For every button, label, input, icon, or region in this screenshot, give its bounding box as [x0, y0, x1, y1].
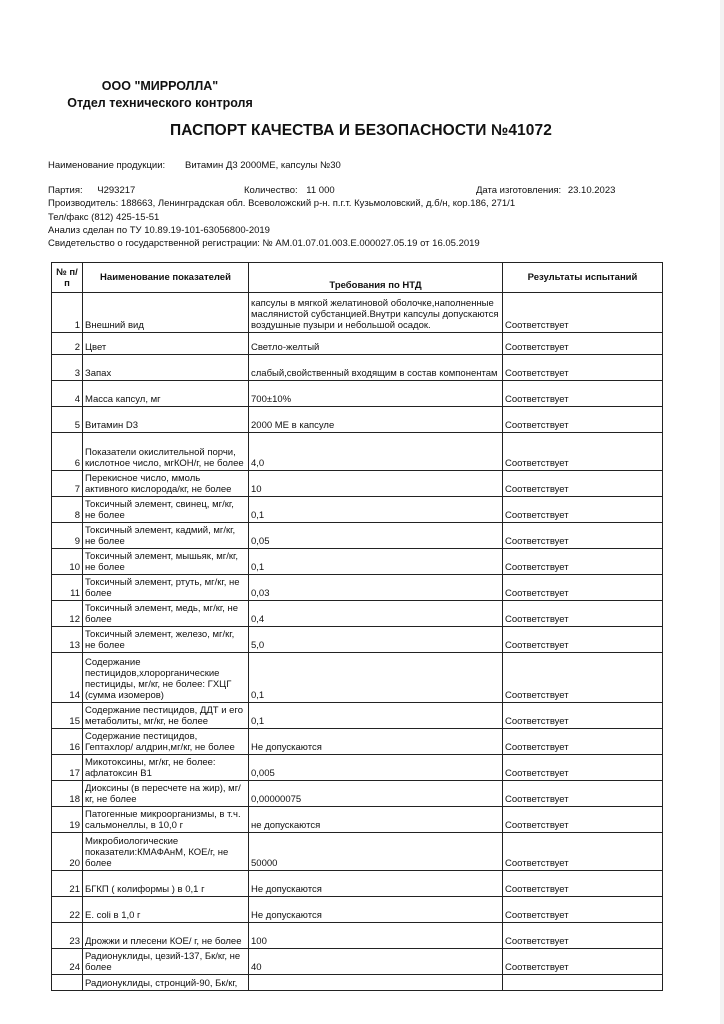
cell-result: Соответствует [503, 833, 663, 871]
cell-requirement: не допускаются [249, 807, 503, 833]
cell-requirement: 0,4 [249, 601, 503, 627]
cell-num: 16 [52, 729, 83, 755]
table-row [52, 923, 663, 949]
cell-requirement: 40 [249, 949, 503, 975]
document-title: ПАСПОРТ КАЧЕСТВА И БЕЗОПАСНОСТИ №41072 [170, 122, 552, 139]
cell-requirement [249, 975, 503, 991]
cell-num: 17 [52, 755, 83, 781]
cell-result: Соответствует [503, 923, 663, 949]
certificate-line: Свидетельство о государственной регистрации: № АМ.01.07.01.003.Е.000027.05.19 от 16.05.2019 [48, 238, 480, 249]
table-row [52, 601, 663, 627]
header-name: Наименование показателей [83, 263, 249, 293]
date-field [476, 185, 615, 196]
cell-num: 11 [52, 575, 83, 601]
cell-num: 10 [52, 549, 83, 575]
cell-num: 20 [52, 833, 83, 871]
cell-num: 8 [52, 497, 83, 523]
cell-result: Соответствует [503, 601, 663, 627]
phone-line: Тел/факс (812) 425-15-51 [48, 212, 160, 223]
cell-result: Соответствует [503, 627, 663, 653]
cell-requirement: Не допускаются [249, 729, 503, 755]
table-row [52, 293, 663, 333]
cell-requirement: капсулы в мягкой желатиновой оболочке,наполненные маслянистой субстанцией.Внутри капсулы допускаются воздушные пузыри и небольшой осадок. [249, 293, 503, 333]
cell-name: Перекисное число, ммоль активного кислорода/кг, не более [83, 471, 249, 497]
cell-num: 22 [52, 897, 83, 923]
table-row [52, 871, 663, 897]
cell-name: Запах [83, 355, 249, 381]
cell-num: 13 [52, 627, 83, 653]
cell-result: Соответствует [503, 497, 663, 523]
table-row [52, 433, 663, 471]
cell-requirement: 0,05 [249, 523, 503, 549]
analysis-line: Анализ сделан по ТУ 10.89.19-101-63056800-2019 [48, 225, 270, 236]
cell-requirement: 5,0 [249, 627, 503, 653]
cell-name: Радионуклиды, цезий-137, Бк/кг, не более [83, 949, 249, 975]
cell-name: E. coli в 1,0 г [83, 897, 249, 923]
cell-result: Соответствует [503, 781, 663, 807]
cell-name: Патогенные микроорганизмы, в т.ч. сальмонеллы, в 10,0 г [83, 807, 249, 833]
table-row [52, 807, 663, 833]
cell-result: Соответствует [503, 871, 663, 897]
cell-requirement: Не допускаются [249, 897, 503, 923]
batch-value: Ч293217 [97, 185, 136, 196]
cell-name: Радионуклиды, стронций-90, Бк/кг, [83, 975, 249, 991]
cell-num: 3 [52, 355, 83, 381]
cell-num: 15 [52, 703, 83, 729]
table-row [52, 949, 663, 975]
cell-name: Показатели окислительной порчи, кислотное число, мгКОН/г, не более [83, 433, 249, 471]
cell-requirement: 100 [249, 923, 503, 949]
cell-num: 21 [52, 871, 83, 897]
organization-name: ООО "МИРРОЛЛА" [101, 79, 219, 93]
header-num: № п/п [52, 263, 83, 293]
batch-field [48, 185, 135, 196]
page-edge [720, 0, 724, 1024]
table-row [52, 471, 663, 497]
organization-block [0, 78, 320, 112]
table-row [52, 703, 663, 729]
table-row [52, 897, 663, 923]
cell-result: Соответствует [503, 807, 663, 833]
cell-name: Содержание пестицидов, ДДТ и его метаболиты, мг/кг, не более [83, 703, 249, 729]
cell-requirement: 4,0 [249, 433, 503, 471]
cell-result: Соответствует [503, 949, 663, 975]
cell-requirement: 0,1 [249, 549, 503, 575]
cell-name: Диоксины (в пересчете на жир), мг/кг, не более [83, 781, 249, 807]
cell-name: Микробиологические показатели:КМАФАнМ, КОЕ/г, не более [83, 833, 249, 871]
cell-result: Соответствует [503, 523, 663, 549]
cell-name: Токсичный элемент, медь, мг/кг, не более [83, 601, 249, 627]
cell-num: 6 [52, 433, 83, 471]
cell-name: Микотоксины, мг/кг, не более: афлатоксин В1 [83, 755, 249, 781]
table-row [52, 627, 663, 653]
cell-requirement: 0,005 [249, 755, 503, 781]
cell-requirement: 2000 МЕ в капсуле [249, 407, 503, 433]
cell-requirement: 0,03 [249, 575, 503, 601]
table-row [52, 407, 663, 433]
cell-result: Соответствует [503, 355, 663, 381]
cell-result: Соответствует [503, 729, 663, 755]
cell-requirement: 50000 [249, 833, 503, 871]
cell-result: Соответствует [503, 897, 663, 923]
cell-name: БГКП ( колиформы ) в 0,1 г [83, 871, 249, 897]
cell-num: 4 [52, 381, 83, 407]
cell-requirement: 0,1 [249, 653, 503, 703]
batch-label: Партия: [48, 185, 83, 196]
cell-requirement: 0,00000075 [249, 781, 503, 807]
cell-result: Соответствует [503, 381, 663, 407]
cell-num: 23 [52, 923, 83, 949]
product-label: Наименование продукции: [48, 160, 166, 171]
product-value: Витамин Д3 2000МЕ, капсулы №30 [185, 160, 341, 171]
cell-name: Внешний вид [83, 293, 249, 333]
cell-name: Витамин D3 [83, 407, 249, 433]
quantity-value: 11 000 [306, 185, 335, 196]
cell-requirement: 700±10% [249, 381, 503, 407]
cell-result: Соответствует [503, 755, 663, 781]
quantity-field [244, 185, 335, 196]
cell-result: Соответствует [503, 407, 663, 433]
table-header-row [52, 263, 663, 293]
cell-num: 5 [52, 407, 83, 433]
header-result: Результаты испытаний [503, 263, 663, 293]
cell-result: Соответствует [503, 471, 663, 497]
cell-name: Токсичный элемент, мышьяк, мг/кг, не более [83, 549, 249, 575]
cell-name: Токсичный элемент, ртуть, мг/кг, не более [83, 575, 249, 601]
cell-num: 19 [52, 807, 83, 833]
cell-name: Содержание пестицидов,хлорорганические пестициды, мг/кг, не более: ГХЦГ (сумма изомеров) [83, 653, 249, 703]
cell-result: Соответствует [503, 433, 663, 471]
date-label: Дата изготовления: [476, 185, 562, 196]
header-req: Требования по НТД [249, 263, 503, 293]
table-row [52, 381, 663, 407]
cell-name: Токсичный элемент, железо, мг/кг, не более [83, 627, 249, 653]
quality-table [51, 262, 663, 991]
date-value: 23.10.2023 [567, 185, 616, 196]
cell-name: Масса капсул, мг [83, 381, 249, 407]
cell-num: 14 [52, 653, 83, 703]
cell-name: Содержание пестицидов, Гептахлор/ алдрин,мг/кг, не более [83, 729, 249, 755]
cell-result: Соответствует [503, 703, 663, 729]
cell-result: Соответствует [503, 293, 663, 333]
cell-name: Дрожжи и плесени КОЕ/ г, не более [83, 923, 249, 949]
cell-num: 2 [52, 333, 83, 355]
table-row [52, 549, 663, 575]
cell-result: Соответствует [503, 549, 663, 575]
cell-result: Соответствует [503, 575, 663, 601]
cell-name: Цвет [83, 333, 249, 355]
table-row [52, 523, 663, 549]
cell-requirement: слабый,свойственный входящим в состав компонентам [249, 355, 503, 381]
cell-requirement: Не допускаются [249, 871, 503, 897]
cell-num [52, 975, 83, 991]
cell-result: Соответствует [503, 653, 663, 703]
cell-num: 24 [52, 949, 83, 975]
cell-requirement: 10 [249, 471, 503, 497]
cell-num: 1 [52, 293, 83, 333]
table-row [52, 575, 663, 601]
table-row [52, 497, 663, 523]
table-row [52, 975, 663, 991]
table-row [52, 781, 663, 807]
table-row [52, 653, 663, 703]
cell-num: 7 [52, 471, 83, 497]
table-row [52, 355, 663, 381]
table-row [52, 333, 663, 355]
cell-num: 18 [52, 781, 83, 807]
manufacturer-line: Производитель: 188663, Ленинградская обл. Всеволожский р-н. п.г.т. Кузьмоловский, д.б/н, кор.186, 271/1 [48, 198, 516, 209]
cell-requirement: 0,1 [249, 703, 503, 729]
cell-result [503, 975, 663, 991]
table-row [52, 833, 663, 871]
cell-result: Соответствует [503, 333, 663, 355]
cell-requirement: 0,1 [249, 497, 503, 523]
department-name: Отдел технического контроля [67, 96, 253, 110]
cell-num: 12 [52, 601, 83, 627]
table-row [52, 729, 663, 755]
quantity-label: Количество: [244, 185, 298, 196]
cell-num: 9 [52, 523, 83, 549]
cell-requirement: Светло-желтый [249, 333, 503, 355]
table-row [52, 755, 663, 781]
cell-name: Токсичный элемент, кадмий, мг/кг, не более [83, 523, 249, 549]
cell-name: Токсичный элемент, свинец, мг/кг, не более [83, 497, 249, 523]
